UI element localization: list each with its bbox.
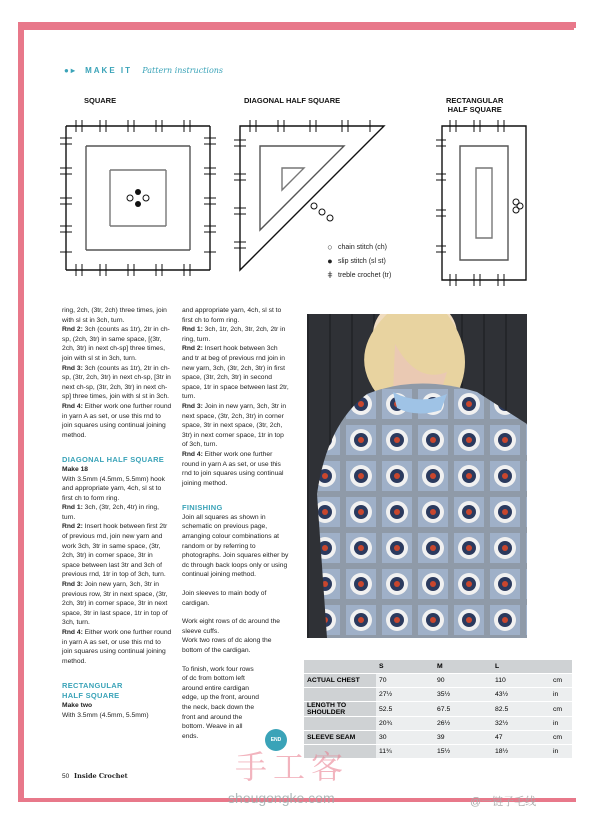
page-footer [62, 772, 128, 780]
body-text: and appropriate yarn, 4ch, sl st to first ch to form ring. [182, 307, 282, 324]
round-text [62, 364, 172, 402]
round-text [62, 628, 172, 666]
watermark-weibo: @一链子毛线 [470, 796, 537, 808]
body-text: Work eight rows of dc around the sleeve cuffs. [182, 618, 281, 635]
table-cell: 43½ [492, 688, 550, 702]
round-body: 3ch (counts as 1tr), 2tr in ch-sp, (2ch, 3tr) in same space, [(3tr, 2ch, 3tr) in next ch-sp] three times, join with sl st in 3ch, turn. [62, 326, 170, 362]
table-cell: 27½ [376, 688, 434, 702]
table-cell: L [492, 660, 550, 674]
watermark-logo: 手工客 [235, 748, 350, 786]
round-body: Join in new yarn, 3ch, 3tr in next space, (3tr, 2ch, 3tr) in corner space, 3tr in next space, (3tr, 2ch, 3tr) in next corner space, 1tr in top of 3ch, turn. [182, 402, 287, 449]
header-subtitle: Pattern instructions [142, 66, 224, 75]
table-cell: 35½ [434, 688, 492, 702]
table-cell: 18½ [492, 745, 550, 759]
table-cell [550, 660, 572, 674]
rect-chart [436, 118, 532, 288]
table-cell: 47 [492, 731, 550, 745]
table-cell: 90 [434, 674, 492, 688]
table-cell: in [550, 688, 572, 702]
table-cell: cm [550, 702, 572, 717]
table-cell: 11¾ [376, 745, 434, 759]
chain-stitch-icon: ○ [327, 242, 333, 252]
body-text: ring, 2ch, (3tr, 2ch) three times, join with sl st in 3ch, turn. [62, 307, 167, 324]
round-text [182, 344, 290, 402]
table-cell: 20¾ [376, 717, 434, 731]
table-cell: 82.5 [492, 702, 550, 717]
page-number: 50 [62, 773, 70, 780]
table-cell: 39 [434, 731, 492, 745]
table-cell: 70 [376, 674, 434, 688]
legend-item [322, 268, 391, 282]
round-label: Rnd 1: [62, 504, 83, 512]
table-cell: M [434, 660, 492, 674]
round-label: Rnd 4: [182, 450, 203, 458]
table-row [304, 660, 572, 674]
table-cell: 67.5 [434, 702, 492, 717]
round-label: Rnd 1: [182, 326, 203, 334]
table-row [304, 702, 572, 717]
section-heading: DIAGONAL HALF SQUARE [62, 455, 165, 465]
round-body: 3ch (counts as 1tr), 2tr in ch-sp, (3tr, 2ch, 3tr) in next ch-sp, [3tr in next ch-sp, (3tr, 2ch, 3tr) in next ch-sp] three times, join with sl st in 3ch. [62, 364, 171, 401]
round-body: 3ch, 1tr, 2ch, 3tr, 2ch, 2tr in ring, turn. [182, 326, 286, 343]
round-label: Rnd 2: [62, 326, 83, 334]
heading-line: RECTANGULAR [62, 681, 123, 691]
table-cell: ACTUAL CHEST [304, 674, 376, 688]
section-header [64, 66, 223, 75]
body-text: Join sleeves to main body of cardigan. [182, 590, 267, 607]
table-cell: 26½ [434, 717, 492, 731]
header-title: MAKE IT [85, 66, 132, 75]
round-text [62, 402, 172, 440]
legend-label: slip stitch (sl st) [338, 257, 386, 265]
round-text [182, 402, 290, 450]
stitch-legend [322, 240, 391, 282]
round-label: Rnd 3: [182, 402, 203, 410]
cardigan-photo [307, 314, 527, 638]
table-cell [304, 717, 376, 731]
round-body: 3ch, (3tr, 2ch, 4tr) in ring, turn. [62, 504, 160, 521]
table-cell: 30 [376, 731, 434, 745]
legend-label: chain stitch (ch) [338, 243, 388, 251]
round-label: Rnd 4: [62, 402, 83, 410]
round-label: Rnd 2: [182, 345, 203, 353]
round-body: Insert hook between 3ch and tr at beg of previous rnd join in new yarn, 3ch, (3tr, 2ch, 3tr) in first space, (3tr, 2ch, 3tr) in second space, 1tr in space between last 2tr, turn. [182, 345, 289, 401]
table-row [304, 717, 572, 731]
diagonal-title: DIAGONAL HALF SQUARE [244, 96, 341, 105]
pattern-column-1 [62, 306, 172, 721]
body-text: Join all squares as shown in schematic on previous page, arranging colour combinations at random or by referring to photographs. Join squares either by dc through back loops only or using continual joining method. [182, 513, 289, 579]
round-label: Rnd 3: [62, 581, 83, 589]
magazine-name: Inside Crochet [74, 772, 128, 780]
square-title: SQUARE [84, 96, 117, 105]
table-cell: cm [550, 674, 572, 688]
pattern-column-2 [182, 306, 290, 741]
table-row [304, 674, 572, 688]
table-cell [304, 660, 376, 674]
table-cell: 32½ [492, 717, 550, 731]
table-cell: LENGTH TO SHOULDER [304, 702, 376, 717]
body-text: With 3.5mm (4.5mm, 5.5mm) hook and appropriate yarn, 4ch, sl st to first ch to form ring. [62, 475, 165, 502]
legend-label: treble crochet (tr) [338, 271, 392, 279]
round-text [62, 580, 172, 628]
round-body: Join new yarn, 3ch, 3tr in previous row, 3tr in next space, (3tr, 2ch, 3tr) in corner space, 3tr in next space, 3tr in last space, 1tr in top of 3ch, turn. [62, 581, 168, 627]
treble-crochet-icon: ǂ [327, 270, 333, 280]
table-cell: S [376, 660, 434, 674]
legend-item [322, 254, 391, 268]
round-text [62, 503, 172, 522]
slip-stitch-icon: ● [327, 256, 333, 266]
round-body: Either work one further round in yarn A as set, or use this rnd to join squares using continual joining method. [62, 629, 172, 665]
round-text [182, 325, 290, 344]
round-label: Rnd 4: [62, 629, 83, 636]
table-cell: 52.5 [376, 702, 434, 717]
square-chart [60, 118, 218, 278]
table-cell: 15½ [434, 745, 492, 759]
body-text: To finish, work four rows of dc from bottom left around entire cardigan edge, up the front, around the neck, back down the front and around the bottom. Weave in all ends. [182, 665, 259, 740]
section-heading: FINISHING [182, 503, 223, 513]
arrow-icon: ●▸ [64, 66, 77, 75]
watermark-url: shougongke.com [228, 790, 335, 806]
table-cell [304, 688, 376, 702]
make-count: Make 18 [62, 465, 89, 473]
round-label: Rnd 2: [62, 523, 83, 531]
table-cell: SLEEVE SEAM [304, 731, 376, 745]
rect-title-line2: HALF SQUARE [447, 105, 502, 114]
table-cell: in [550, 717, 572, 731]
body-text: With 3.5mm (4.5mm, 5.5mm) [62, 711, 149, 719]
body-text: Work two rows of dc along the bottom of the cardigan. [182, 637, 272, 654]
table-cell: 110 [492, 674, 550, 688]
legend-item [322, 240, 391, 254]
section-heading [62, 681, 172, 701]
table-cell: cm [550, 731, 572, 745]
table-row [304, 688, 572, 702]
rect-title-line1: RECTANGULAR [446, 96, 504, 105]
rect-title [446, 96, 503, 114]
make-count: Make two [62, 702, 93, 710]
table-cell: in [550, 745, 572, 759]
round-label: Rnd 3: [62, 364, 83, 372]
heading-line: HALF SQUARE [62, 691, 120, 701]
round-text [62, 522, 172, 580]
photo-illustration [307, 314, 527, 638]
round-text [182, 450, 290, 488]
round-body: Either work one further round in yarn A as set, or use this rnd to join squares using continual joining method. [62, 402, 172, 439]
round-body: Either work one further round in yarn A as set, or use this rnd to join squares using continual joining method. [182, 450, 284, 487]
round-text [62, 325, 172, 363]
end-badge: END [265, 729, 287, 751]
round-body: Insert hook between first 2tr of previous rnd, join new yarn and work 3ch, 3tr in same space, (3tr, 2ch, 3tr) in corner space, 3tr in space between last 3tr and 3ch of previous rnd, 1tr in top of 3ch, turn. [62, 523, 168, 579]
